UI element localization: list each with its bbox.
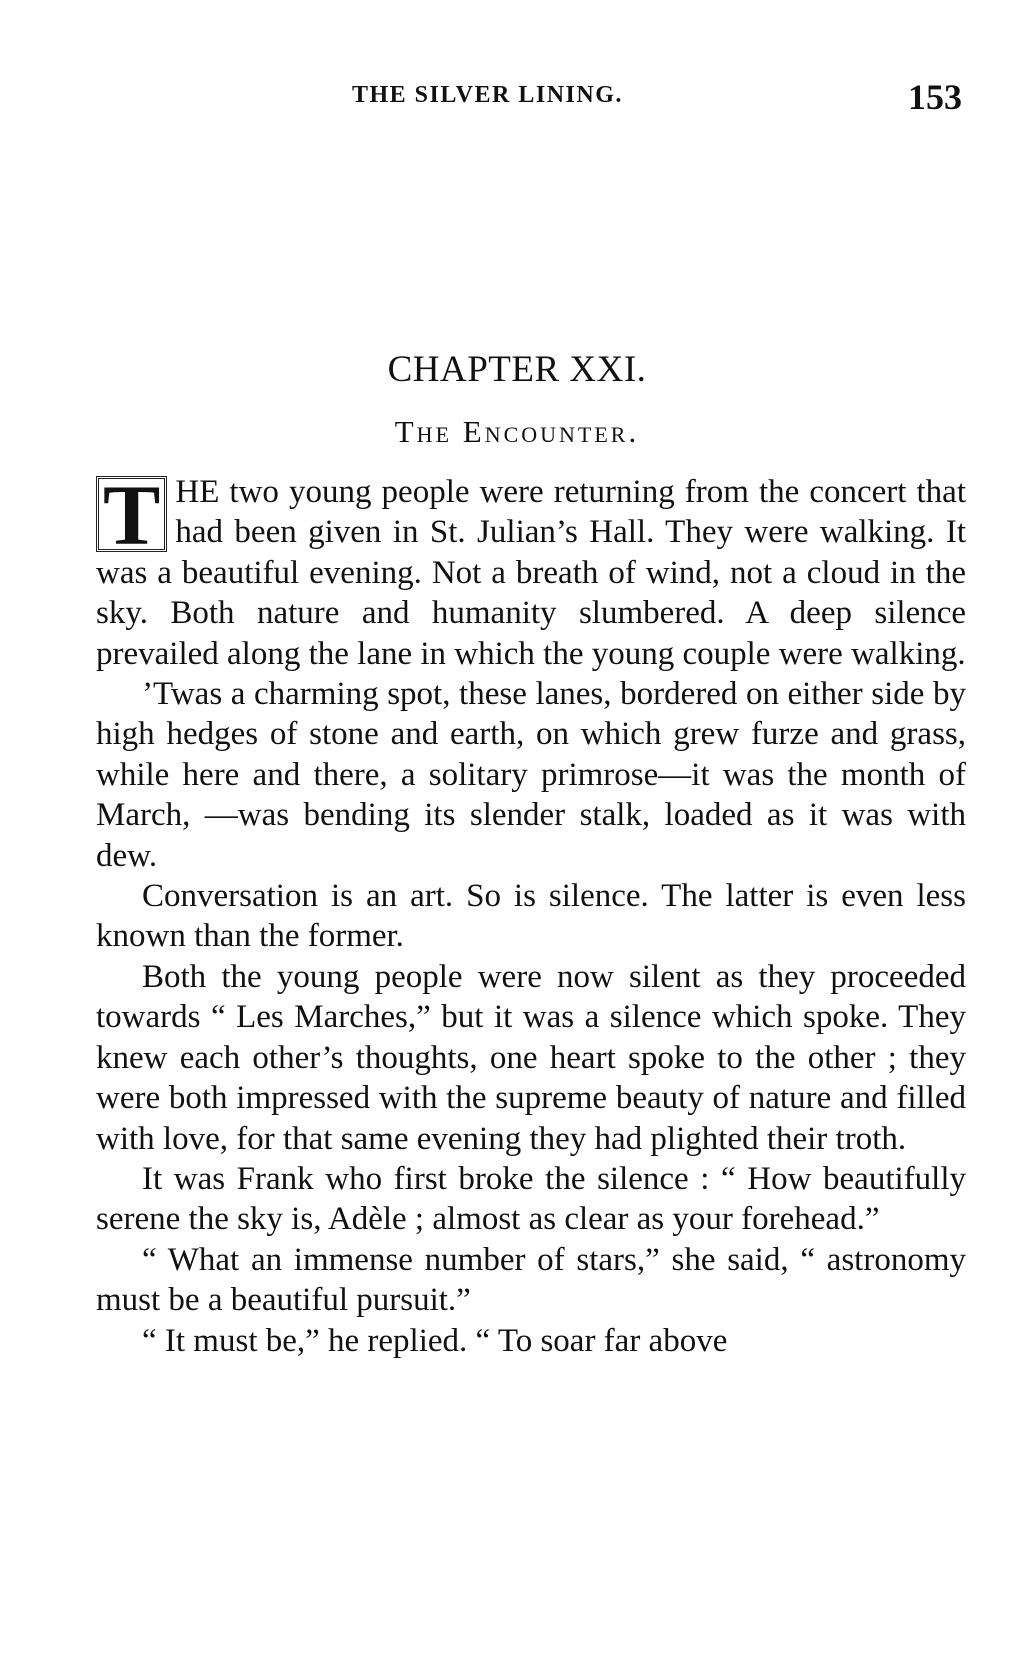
body-text (96, 467, 966, 1361)
chapter-title: The Encounter. (394, 414, 640, 449)
paragraph-text: HE two young people were returning from the concert that had been given in St. Julian’s Hall. They were walking. It was a beautiful evening. Not a breath of wind, not a cloud in the sky. Both nature and humanity slumbered. A deep silence prevailed along the lane in which the young couple were walking. (96, 474, 966, 672)
running-title: THE SILVER LINING. (352, 82, 623, 108)
paragraph: “ What an immense number of stars,” she said, “ astronomy must be a beautiful pursuit.” (96, 1241, 966, 1319)
chapter-number: CHAPTER XXI. (387, 349, 647, 390)
paragraph: “ It must be,” he replied. “ To soar far above (142, 1322, 728, 1359)
page-number: 153 (908, 77, 962, 117)
paragraph: Conversation is an art. So is silence. The latter is even less known than the former. (96, 878, 966, 955)
paragraph (96, 467, 966, 674)
paragraph: ’Twas a charming spot, these lanes, bordered on either side by high hedges of stone and earth, on which grew furze and grass, while here and there, a solitary primrose—it was the month of March, —was bending its slender stalk, loaded as it was with dew. (96, 676, 966, 874)
running-header (0, 78, 1034, 118)
paragraph: Both the young people were now silent as they proceeded towards “ Les Marches,” but it was a silence which spoke. They knew each other’s thoughts, one heart spoke to the other ; they were both impressed with the supreme beauty of nature and filled with love, for that same evening they had plighted their troth. (96, 958, 966, 1157)
paragraph: It was Frank who first broke the silence : “ How beautifully serene the sky is, Adèle ; almost as clear as your forehead.” (96, 1160, 966, 1238)
drop-cap-initial: T (96, 476, 167, 552)
